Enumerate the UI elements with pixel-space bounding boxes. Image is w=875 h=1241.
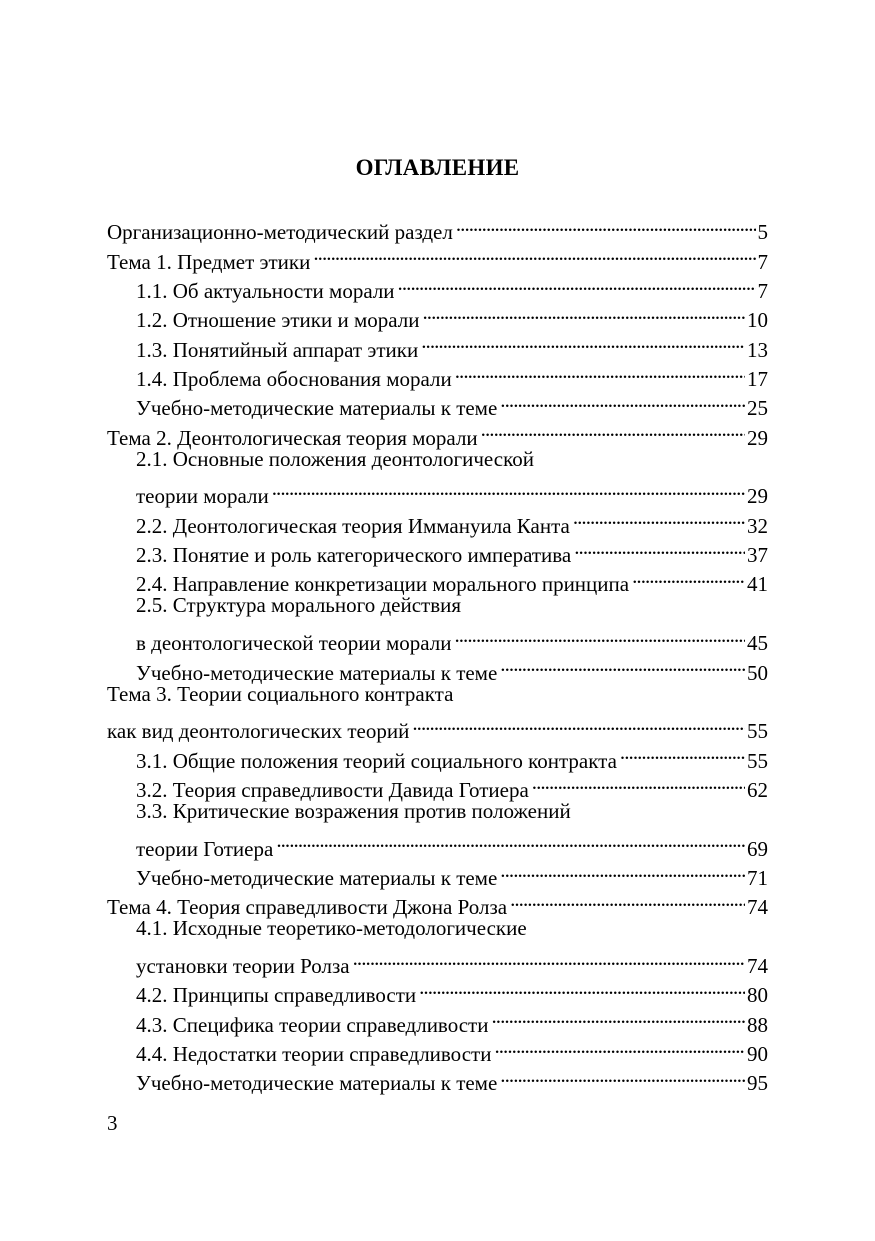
toc-entry-page: 13 (745, 336, 768, 365)
dot-leader (412, 709, 745, 738)
toc-entry-text: 1.4. Проблема обоснования морали (136, 365, 455, 394)
toc-entry[interactable] (107, 269, 768, 304)
toc-entry[interactable] (107, 533, 768, 568)
toc-entry-text: 4.3. Специфика теории справедливости (136, 1011, 491, 1040)
toc-entry-page: 5 (756, 218, 769, 247)
toc-entry-page: 80 (745, 981, 768, 1010)
toc-entry[interactable] (107, 327, 768, 362)
toc-entry-page: 71 (745, 864, 768, 893)
dot-leader (632, 562, 745, 591)
toc-entry-text: 1.3. Понятийный аппарат этики (136, 336, 421, 365)
toc-entry[interactable] (107, 210, 768, 245)
toc-entry-page: 90 (745, 1040, 768, 1069)
toc-entry-page: 69 (745, 835, 768, 864)
toc-entry[interactable] (107, 1061, 768, 1096)
dot-leader (491, 1002, 745, 1031)
toc-entry[interactable] (107, 415, 768, 450)
toc-entry-first-line[interactable]: 2.1. Основные положения деонтологической (136, 446, 534, 471)
dot-leader (510, 885, 745, 914)
toc-entry-text: теории морали (136, 482, 272, 511)
toc-entry-text: Тема 4. Теория справедливости Джона Ролза (107, 893, 510, 922)
toc-entry-text: 1.1. Об актуальности морали (136, 277, 398, 306)
toc-entry-text: Учебно-методические материалы к теме (136, 394, 500, 423)
dot-leader (272, 474, 745, 503)
toc-entry[interactable] (107, 562, 768, 597)
dot-leader (532, 768, 745, 797)
toc-entry[interactable] (107, 738, 768, 773)
toc-entry[interactable] (107, 885, 768, 920)
toc-entry[interactable] (107, 357, 768, 392)
toc-entry[interactable] (107, 1002, 768, 1037)
page-title: ОГЛАВЛЕНИЕ (355, 155, 520, 180)
toc-entry-page: 95 (745, 1069, 768, 1098)
toc-entry-text: 1.2. Отношение этики и морали (136, 306, 423, 335)
dot-leader (573, 503, 745, 532)
dot-leader (353, 944, 745, 973)
toc-entry-text: 2.3. Понятие и роль категорического императива (136, 541, 574, 570)
toc-entry-text: Учебно-методические материалы к теме (136, 864, 500, 893)
toc-entry-page: 37 (745, 541, 768, 570)
toc-entry[interactable] (107, 474, 768, 509)
toc-entry-text: 3.1. Общие положения теорий социального контракта (136, 747, 620, 776)
toc-entry-first-line[interactable]: 2.5. Структура морального действия (136, 593, 462, 618)
dot-leader (620, 738, 745, 767)
dot-leader (313, 239, 755, 268)
toc-entry-text: в деонтологической теории морали (136, 629, 454, 658)
toc-entry-text: Тема 1. Предмет этики (107, 248, 313, 277)
toc-entry-first-line[interactable]: 4.1. Исходные теоретико-методологические (136, 916, 527, 941)
dot-leader (456, 210, 756, 239)
toc-entry-page: 62 (745, 776, 768, 805)
toc-entry[interactable] (107, 826, 768, 861)
toc-entry-page: 29 (745, 482, 768, 511)
dot-leader (500, 1061, 745, 1090)
dot-leader (500, 650, 745, 679)
toc-entry-page: 7 (756, 248, 769, 277)
toc-entry[interactable] (107, 1032, 768, 1066)
toc-entry-page: 7 (756, 277, 769, 306)
toc-entry[interactable] (107, 503, 768, 538)
toc-entry[interactable] (107, 621, 768, 656)
toc-entry[interactable] (107, 856, 768, 890)
toc-entry-first-line[interactable]: Тема 3. Теории социального контракта (107, 681, 454, 706)
toc-entry[interactable] (107, 650, 768, 685)
toc-entry-page: 55 (745, 717, 768, 746)
toc-entry-text: как вид деонтологических теорий (107, 717, 412, 746)
dot-leader (421, 327, 745, 356)
toc-entry-text: Организационно-методический раздел (107, 218, 456, 247)
dot-leader (423, 298, 746, 327)
toc-entry-page: 88 (745, 1011, 768, 1040)
toc-entry-text: Тема 2. Деонтологическая теория морали (107, 424, 481, 453)
page-number: 3 (107, 1111, 118, 1135)
toc-entry-text: 4.2. Принципы справедливости (136, 981, 419, 1010)
dot-leader (419, 973, 745, 1002)
dot-leader (574, 533, 745, 562)
toc-entry[interactable] (107, 709, 768, 744)
toc-entry-page: 41 (745, 570, 768, 599)
toc-entry-page: 17 (745, 365, 768, 394)
toc-entry[interactable] (107, 944, 768, 978)
dot-leader (454, 621, 745, 650)
toc-entry[interactable] (107, 239, 768, 274)
dot-leader (276, 826, 745, 855)
toc-entry-page: 25 (745, 394, 768, 423)
toc-entry-text: установки теории Ролза (136, 952, 353, 981)
table-of-contents (107, 210, 768, 1096)
toc-entry-text: теории Готиера (136, 835, 276, 864)
toc-entry-text: 2.4. Направление конкретизации морального принципа (136, 570, 632, 599)
toc-entry-page: 29 (745, 424, 768, 453)
toc-entry-text: 4.4. Недостатки теории справедливости (136, 1040, 494, 1069)
toc-entry[interactable] (107, 768, 768, 802)
toc-entry-page: 45 (745, 629, 768, 658)
toc-entry-text: 3.2. Теория справедливости Давида Готиера (136, 776, 532, 805)
dot-leader (455, 357, 745, 386)
toc-entry-page: 32 (745, 512, 768, 541)
toc-entry-first-line[interactable]: 3.3. Критические возражения против положений (136, 798, 571, 823)
dot-leader (481, 415, 745, 444)
dot-leader (500, 386, 745, 415)
toc-entry-page: 74 (745, 952, 768, 981)
toc-entry-text: Учебно-методические материалы к теме (136, 1069, 500, 1098)
toc-entry-text: 2.2. Деонтологическая теория Иммануила Канта (136, 512, 573, 541)
dot-leader (494, 1032, 745, 1061)
toc-entry-page: 55 (745, 747, 768, 776)
dot-leader (500, 856, 745, 885)
toc-entry[interactable] (107, 298, 768, 333)
toc-entry[interactable] (107, 973, 768, 1008)
toc-entry-text: Учебно-методические материалы к теме (136, 659, 500, 688)
toc-entry-page: 10 (745, 306, 768, 335)
dot-leader (398, 269, 756, 298)
toc-entry-page: 50 (745, 659, 768, 688)
toc-entry[interactable] (107, 386, 768, 421)
toc-entry-page: 74 (745, 893, 768, 922)
